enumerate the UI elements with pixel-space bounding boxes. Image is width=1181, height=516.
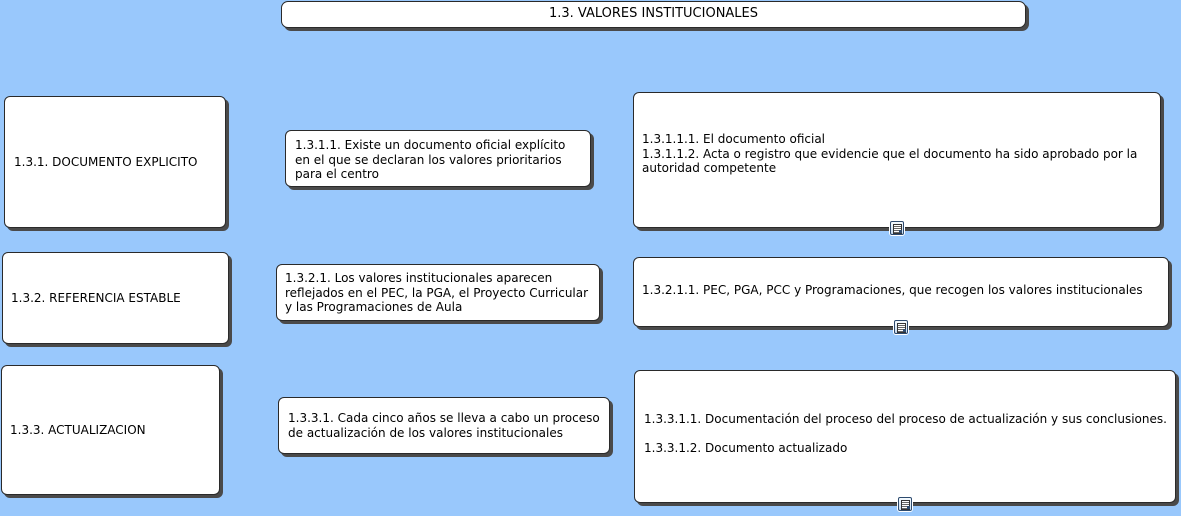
criterion-box-1-3-1-1[interactable] <box>285 130 591 187</box>
criterion-text: 1.3.3.1. Cada cinco años se lleva a cabo un proceso de actualización de los valores institucionales <box>288 411 600 440</box>
criterion-box-1-3-3-1[interactable] <box>278 397 610 454</box>
evidence-box-1-3-3-1[interactable] <box>634 370 1176 503</box>
note-icon[interactable] <box>890 221 904 235</box>
category-box-documento-explicito[interactable] <box>4 96 226 228</box>
diagram-title-text: 1.3. VALORES INSTITUCIONALES <box>548 6 759 22</box>
category-box-referencia-estable[interactable] <box>2 252 229 344</box>
note-icon[interactable] <box>894 320 908 334</box>
evidence-box-1-3-1-1[interactable] <box>633 92 1161 228</box>
criterion-text: 1.3.1.1. Existe un documento oficial explícito en el que se declaran los valores prioritarios para el centro <box>295 138 566 181</box>
criterion-text: 1.3.2.1. Los valores institucionales aparecen reflejados en el PEC, la PGA, el Proyecto Curricular y las Programaciones de Aula <box>285 271 589 314</box>
diagram-title <box>281 1 1026 28</box>
evidence-text: 1.3.2.1.1. PEC, PGA, PCC y Programaciones, que recogen los valores institucionales <box>642 282 1143 297</box>
criterion-box-1-3-2-1[interactable] <box>276 264 600 321</box>
category-label: 1.3.3. ACTUALIZACION <box>10 422 146 437</box>
category-box-actualizacion[interactable] <box>1 365 220 495</box>
note-icon[interactable] <box>898 497 912 511</box>
evidence-text: 1.3.1.1.1. El documento oficial 1.3.1.1.2. Acta o registro que evidencie que el documento ha sido aprobado por la autoridad competente <box>642 132 1138 176</box>
category-label: 1.3.1. DOCUMENTO EXPLICITO <box>14 154 198 169</box>
evidence-box-1-3-2-1[interactable] <box>633 257 1169 327</box>
category-label: 1.3.2. REFERENCIA ESTABLE <box>11 290 181 305</box>
evidence-text: 1.3.3.1.1. Documentación del proceso del proceso de actualización y sus conclusiones. 1.3.3.1.2. Documento actualizado <box>644 411 1167 455</box>
